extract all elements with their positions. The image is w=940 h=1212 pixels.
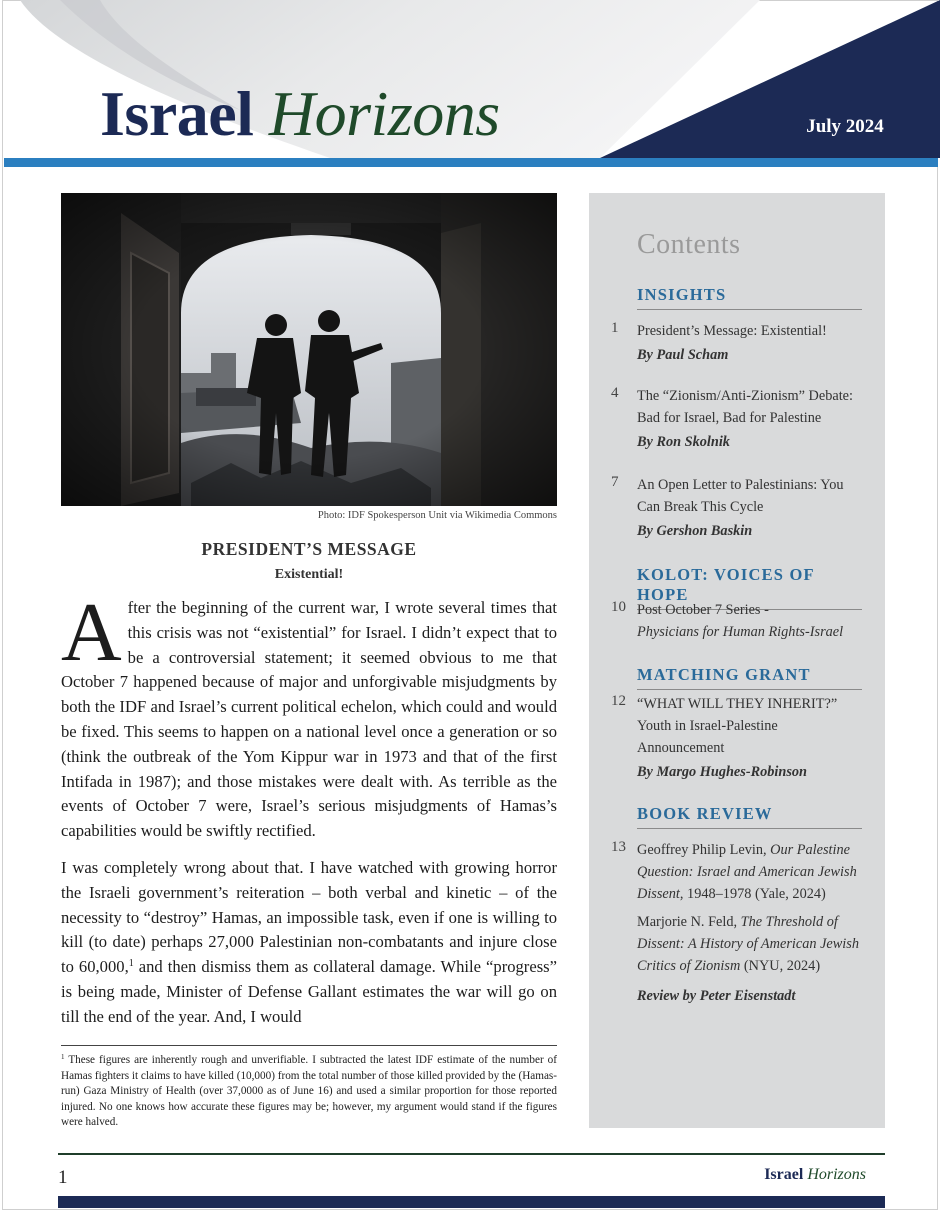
paragraph-2-text-a: I was completely wrong about that. I have watched with growing horror the Israeli government’s reiteration – both verbal and kinetic – of the necessity to “destroy” Hamas, an impossible task, even if one is willing to kill (to date) perhaps 27,000 Palestinian non-combatants and injure close to 60,000, xyxy=(61,857,557,977)
footer-bar xyxy=(58,1196,885,1208)
toc-page-number: 13 xyxy=(611,839,626,855)
article-paragraph-1 xyxy=(61,586,557,844)
toc-byline: By Margo Hughes-Robinson xyxy=(637,764,808,780)
cover-photo xyxy=(61,193,557,506)
toc-byline: By Paul Scham xyxy=(637,347,729,363)
toc-title: President’s Message: Existential! xyxy=(637,323,827,339)
toc-byline: By Ron Skolnik xyxy=(637,434,730,450)
toc-page-number: 10 xyxy=(611,599,626,615)
toc-byline: Review by Peter Eisenstadt xyxy=(637,988,796,1004)
footnote-reference[interactable]: 1 xyxy=(128,958,134,970)
footer-divider xyxy=(58,1153,885,1155)
paragraph-2-text-b: and then dismiss them as collateral damage. While “progress” is being made, Minister of Defense Gallant estimates the war will go on till the end of the year. And, I would xyxy=(61,957,557,1026)
toc-title: The “Zionism/Anti-Zionism” Debate: Bad for Israel, Bad for Palestine xyxy=(637,388,853,426)
article-subtitle: Existential! xyxy=(274,567,344,582)
toc-page-number: 12 xyxy=(611,693,626,709)
photo-credit: Photo: IDF Spokesperson Unit via Wikimedia Commons xyxy=(317,510,557,521)
book-2-author: Marjorie N. Feld, xyxy=(637,914,741,930)
section-heading: PRESIDENT’S MESSAGE xyxy=(201,539,417,559)
toc-section-book-review: BOOK REVIEW xyxy=(637,804,862,829)
footnote-divider xyxy=(61,1045,557,1046)
brand-word-horizons: Horizons xyxy=(268,78,500,149)
footer-brand xyxy=(700,1166,866,1184)
book-1-details: , 1948–1978 (Yale, 2024) xyxy=(679,886,826,902)
article-body xyxy=(61,586,557,1042)
toc-title: Post October 7 Series - xyxy=(637,602,769,618)
soldiers-in-doorway-image xyxy=(61,193,557,506)
contents-title: Contents xyxy=(637,229,741,260)
contents-sidebar xyxy=(589,193,885,1128)
footer-brand-israel: Israel xyxy=(764,1166,804,1183)
toc-title-italic: Physicians for Human Rights-Israel xyxy=(637,624,844,640)
issue-date: July 2024 xyxy=(806,116,884,137)
toc-title: An Open Letter to Palestinians: You Can Break This Cycle xyxy=(637,477,844,515)
footnote-marker: 1 xyxy=(61,1053,65,1061)
toc-page-number: 4 xyxy=(611,385,619,401)
article-paragraph-2 xyxy=(61,856,557,1030)
toc-byline: By Gershon Baskin xyxy=(637,523,753,539)
drop-cap: A xyxy=(61,586,122,679)
masthead xyxy=(0,0,940,170)
masthead-brand xyxy=(100,78,500,150)
toc-page-number: 7 xyxy=(611,474,619,490)
footnote-text: These figures are inherently rough and unverifiable. I subtracted the latest IDF estimate of the number of Hamas fighters it claims to have killed (10,000) from the total number of those killed provided by the (Hamas-run) Gaza Ministry of Health (over 37,0000 as of June 16) and used a similar proportion for those reported injured. No one knows how accurate these figures may be; however, my argument would stand if the figures were halved. xyxy=(61,1054,557,1128)
brand-word-israel: Israel xyxy=(100,78,254,149)
book-1-title: Our Palestine Question: Israel and American Jewish Dissent xyxy=(637,842,857,902)
toc-section-insights: INSIGHTS xyxy=(637,285,862,310)
page-number: 1 xyxy=(58,1167,68,1188)
footer-brand-horizons: Horizons xyxy=(807,1166,866,1183)
toc-section-matching-grant: MATCHING GRANT xyxy=(637,665,862,690)
toc-page-number: 1 xyxy=(611,320,619,336)
book-1-author: Geoffrey Philip Levin, xyxy=(637,842,771,858)
footnote xyxy=(61,1053,557,1131)
book-2-details: (NYU, 2024) xyxy=(740,958,821,974)
book-2-title: The Threshold of Dissent: A History of American Jewish Critics of Zionism xyxy=(637,914,859,974)
toc-title: “WHAT WILL THEY INHERIT?” Youth in Israel-Palestine Announcement xyxy=(637,696,838,756)
toc-section-kolot: KOLOT: VOICES OF HOPE xyxy=(637,565,862,610)
paragraph-1-text: fter the beginning of the current war, I wrote several times that this crisis was not “existential” for Israel. I didn’t expect that to be a controversial statement; it seemed obvious to me that October 7 happened because of major and unforgivable misjudgments by both the IDF and Israel’s current political echelon, which could and would be fixed. This seems to happen on a national level once a generation or so (think the outbreak of the Yom Kippur war in 1973 and that of the first Intifada in 1987); and those mistakes were dealt with. As terrible as the events of October 7 were, Israel’s serious misjudgments of Hamas’s capabilities would be swiftly rectified. xyxy=(61,598,557,841)
